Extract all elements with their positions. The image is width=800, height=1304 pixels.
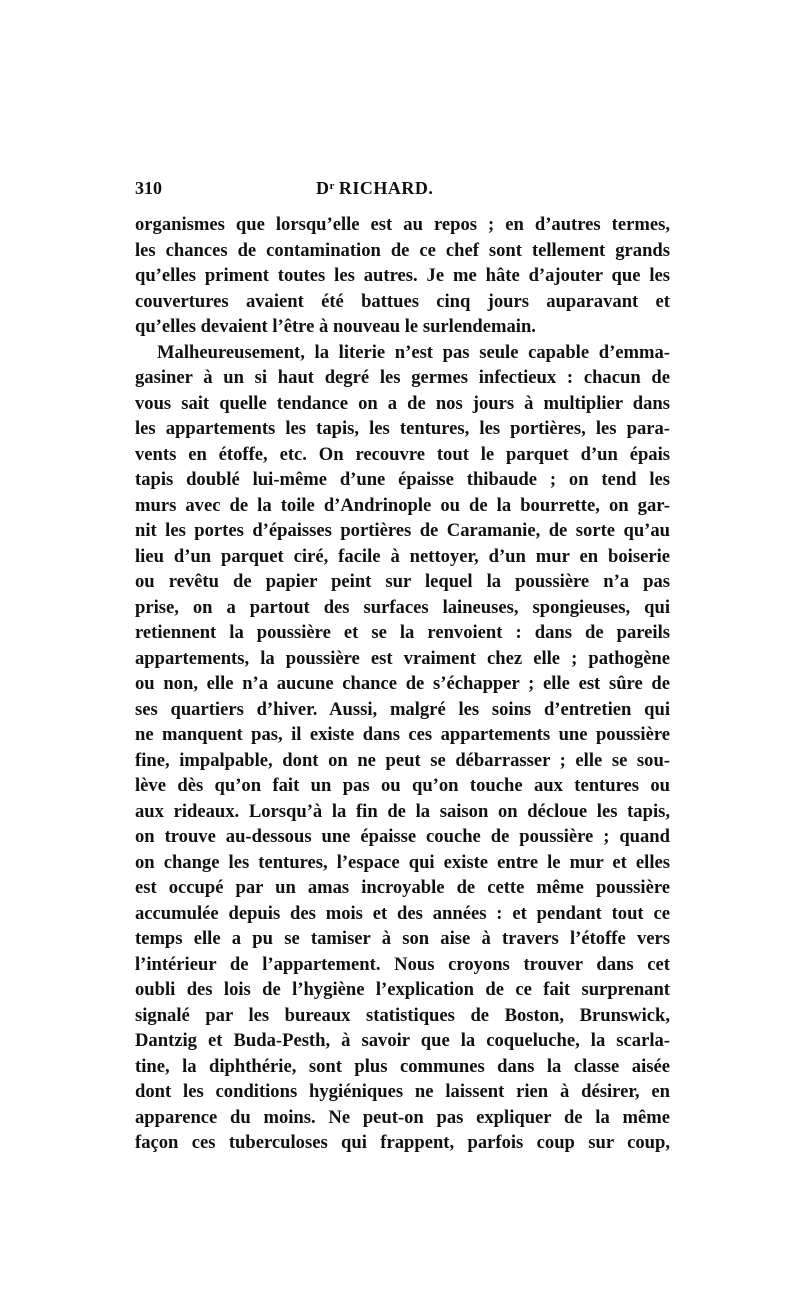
text-line: aux rideaux. Lorsqu’à la fin de la saison on décloue les tapis,	[135, 800, 670, 822]
text-line: ne manquent pas, il existe dans ces appartements une poussière	[135, 724, 670, 745]
text-line: accumulée depuis des mois et des années : et pendant tout ce	[135, 902, 670, 924]
text-line: dont les conditions hygiéniques ne laissent rien à désirer, en	[135, 1081, 670, 1102]
page-number: 310	[135, 178, 162, 198]
text-line: retiennent la poussière et se la renvoient : dans de pareils	[135, 622, 670, 643]
text-line: Malheureusement, la literie n’est pas seule capable d’emma-	[157, 341, 670, 363]
text-line: apparence du moins. Ne peut-on pas expliquer de la même	[135, 1106, 670, 1128]
text-line: ses quartiers d’hiver. Aussi, malgré les soins d’entretien qui	[135, 698, 670, 720]
text-line: façon ces tuberculoses qui frappent, parfois coup sur coup,	[135, 1132, 670, 1153]
text-line: qu’elles devaient l’être à nouveau le surlendemain.	[135, 316, 536, 337]
text-line: les chances de contamination de ce chef sont tellement grands	[135, 239, 670, 261]
text-line: tapis doublé lui-même d’une épaisse thibaude ; on tend les	[135, 469, 670, 490]
running-title	[316, 178, 433, 199]
text-line: prise, on a partout des surfaces laineuses, spongieuses, qui	[135, 596, 670, 618]
text-line: Dantzig et Buda-Pesth, à savoir que la coqueluche, la scarla-	[135, 1030, 670, 1051]
text-line: gasiner à un si haut degré les germes infectieux : chacun de	[135, 367, 670, 388]
text-line: on trouve au-dessous une épaisse couche de poussière ; quand	[135, 826, 670, 847]
text-line: est occupé par un amas incroyable de cette même poussière	[135, 877, 670, 898]
text-line: ou revêtu de papier peint sur lequel la poussière n’a pas	[135, 571, 670, 592]
text-line: lieu d’un parquet ciré, facile à nettoyer, d’un mur en boiserie	[135, 545, 670, 567]
title-prefix: D	[316, 178, 330, 198]
text-line: fine, impalpable, dont on ne peut se débarrasser ; elle se sou-	[135, 749, 670, 771]
running-header	[135, 178, 670, 202]
body-text	[135, 212, 670, 1156]
text-line: appartements, la poussière est vraiment chez elle ; pathogène	[135, 647, 670, 669]
text-line: lève dès qu’on fait un pas ou qu’on touche aux tentures ou	[135, 775, 670, 796]
text-line: nit les portes d’épaisses portières de Caramanie, de sorte qu’au	[135, 520, 670, 541]
text-line: temps elle a pu se tamiser à son aise à travers l’étoffe vers	[135, 928, 670, 949]
text-line: tine, la diphthérie, sont plus communes dans la classe aisée	[135, 1055, 670, 1077]
text-line: murs avec de la toile d’Andrinople ou de la bourrette, on gar-	[135, 494, 670, 516]
text-line: oubli des lois de l’hygiène l’explication de ce fait surprenant	[135, 979, 670, 1000]
text-line: on change les tentures, l’espace qui existe entre le mur et elles	[135, 851, 670, 873]
text-line: vous sait quelle tendance on a de nos jours à multiplier dans	[135, 392, 670, 414]
text-line: signalé par les bureaux statistiques de Boston, Brunswick,	[135, 1004, 670, 1026]
text-line: les appartements les tapis, les tentures, les portières, les para-	[135, 418, 670, 439]
text-line: organismes que lorsqu’elle est au repos ; en d’autres termes,	[135, 214, 670, 235]
text-line: vents en étoffe, etc. On recouvre tout le parquet d’un épais	[135, 443, 670, 465]
text-line: qu’elles priment toutes les autres. Je me hâte d’ajouter que les	[135, 265, 670, 286]
text-line: ou non, elle n’a aucune chance de s’échapper ; elle est sûre de	[135, 673, 670, 694]
title-superscript: r	[329, 180, 335, 192]
text-line: couvertures avaient été battues cinq jours auparavant et	[135, 290, 670, 312]
title-name: RICHARD.	[338, 178, 434, 198]
text-line: l’intérieur de l’appartement. Nous croyons trouver dans cet	[135, 953, 670, 975]
